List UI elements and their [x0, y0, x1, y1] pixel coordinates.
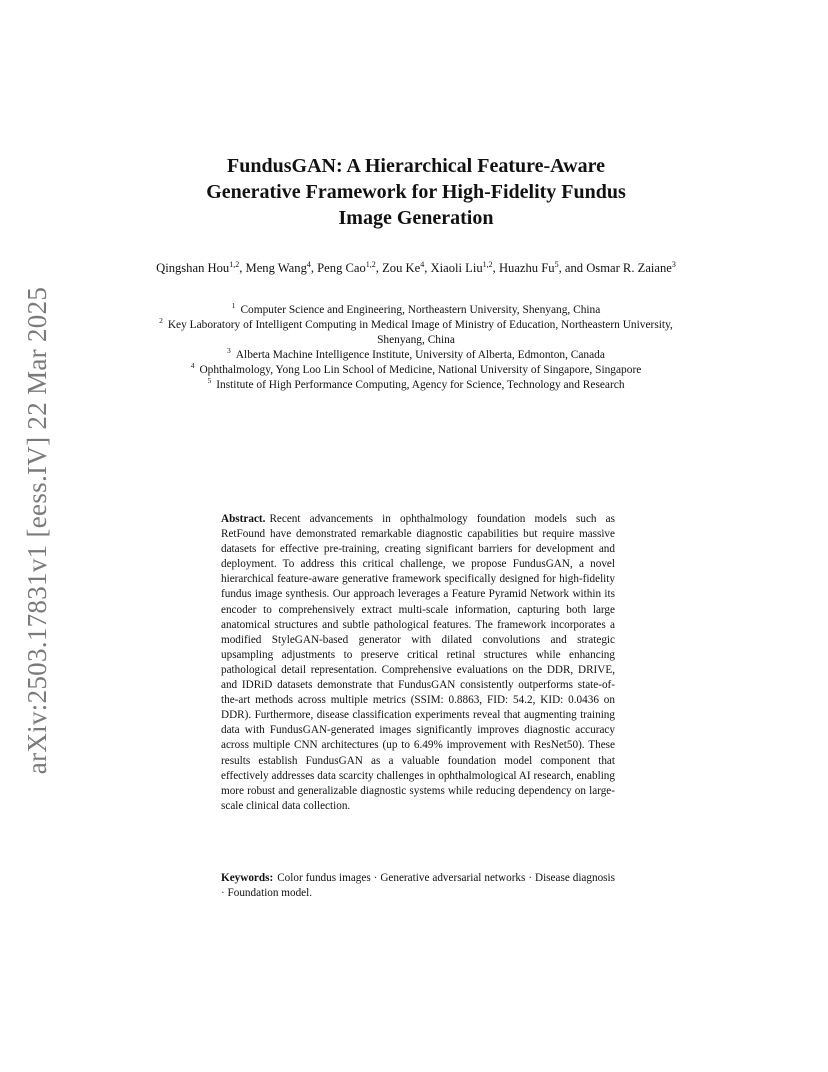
- author-affiliation-mark: 4: [420, 259, 425, 269]
- affiliation-list: [150, 303, 682, 393]
- affiliation-number: 5: [207, 376, 212, 386]
- author-affiliation-mark: 1,2: [229, 259, 240, 269]
- affiliation-text: Alberta Machine Intelligence Institute, University of Alberta, Edmonton, Canada: [235, 349, 605, 361]
- title-line: Generative Framework for High-Fidelity Fundus: [206, 181, 626, 203]
- author-list: [150, 260, 682, 277]
- affiliation-number: 3: [227, 346, 231, 356]
- author-name: Zou Ke: [382, 261, 421, 275]
- author-name: Meng Wang: [245, 261, 307, 275]
- affiliation: [150, 318, 682, 348]
- author: [246, 261, 318, 275]
- affiliation-text: Ophthalmology, Yong Loo Lin School of Medicine, National University of Singapore, Singapore: [199, 364, 642, 376]
- author-affiliation-mark: 4: [306, 259, 311, 269]
- keywords-label: Keywords:: [221, 872, 274, 884]
- arxiv-identifier[interactable]: arXiv:2503.17831v1 [eess.IV] 22 Mar 2025: [22, 286, 53, 774]
- author-affiliation-mark: 1,2: [365, 259, 376, 269]
- author-separator: ,: [375, 261, 383, 275]
- affiliation: [150, 348, 682, 363]
- abstract-text: Recent advancements in ophthalmology foundation models such as RetFound have demonstrated remarkable diagnostic capabilities but require massive datasets for effective pre-training, creating significant barriers for development and deployment. To address this critical challenge, we propose FundusGAN, a novel hierarchical feature-aware generative framework specifically designed for high-fidelity fundus image synthesis. Our approach leverages a Feature Pyramid Network within its encoder to comprehensively extract multi-scale information, capturing both large anatomical structures and subtle pathological features. The framework incorporates a modified StyleGAN-based generator with dilated convolutions and strategic upsampling adjustments to preserve critical retinal structures while enhancing pathological detail representation. Comprehensive evaluations on the DDR, DRIVE, and IDRiD datasets demonstrate that FundusGAN consistently outperforms state-of-the-art methods across multiple metrics (SSIM: 0.8863, FID: 54.2, KID: 0.0436 on DDR). Furthermore, disease classification experiments reveal that augmenting training data with FundusGAN-generated images significantly improves diagnostic accuracy across multiple CNN architectures (up to 6.49% improvement with ResNet50). These results establish FundusGAN as a valuable foundation model component that effectively addresses data scarcity challenges in ophthalmological AI research, enabling more robust and generalizable diagnostic systems while reducing dependency on large-scale clinical data collection.: [221, 513, 615, 812]
- affiliation-text: Institute of High Performance Computing, Agency for Science, Technology and Research: [216, 379, 625, 391]
- affiliation-number: 4: [190, 361, 195, 371]
- author-separator: ,: [424, 261, 431, 275]
- author: [156, 261, 245, 275]
- author: [317, 261, 382, 275]
- arxiv-stamp: [12, 285, 64, 775]
- author-name: Huazhu Fu: [498, 261, 555, 275]
- author-affiliation-mark: 5: [554, 259, 559, 269]
- abstract-label: Abstract.: [221, 513, 266, 525]
- paper-title: [150, 153, 682, 231]
- title-line: Image Generation: [338, 207, 494, 229]
- keywords-text: Color fundus images · Generative adversarial networks · Disease diagnosis · Foundation model.: [221, 872, 615, 900]
- author-name: Peng Cao: [317, 261, 366, 275]
- author-separator: ,: [492, 261, 499, 275]
- affiliation: [150, 378, 682, 393]
- affiliation-text: Computer Science and Engineering, Northeastern University, Shenyang, China: [240, 304, 601, 316]
- author-separator: , and: [558, 261, 587, 275]
- author: [499, 261, 586, 275]
- author-separator: ,: [310, 261, 318, 275]
- author-separator: ,: [239, 261, 246, 275]
- affiliation: [150, 303, 682, 318]
- author-name: Xiaoli Liu: [430, 261, 483, 275]
- author-name: Osmar R. Zaiane: [586, 261, 672, 275]
- abstract: [221, 512, 615, 814]
- affiliation-text: Key Laboratory of Intelligent Computing in Medical Image of Ministry of Education, Northeastern University, Shenyang, China: [167, 319, 673, 346]
- author-affiliation-mark: 3: [671, 259, 676, 269]
- author: [586, 261, 676, 275]
- title-line: FundusGAN: A Hierarchical Feature-Aware: [227, 155, 605, 177]
- author-name: Qingshan Hou: [156, 261, 230, 275]
- affiliation-number: 1: [231, 301, 236, 311]
- author: [382, 261, 430, 275]
- affiliation: [150, 363, 682, 378]
- affiliation-number: 2: [159, 316, 163, 326]
- author-affiliation-mark: 1,2: [482, 259, 493, 269]
- keywords: [221, 871, 615, 901]
- author: [431, 261, 499, 275]
